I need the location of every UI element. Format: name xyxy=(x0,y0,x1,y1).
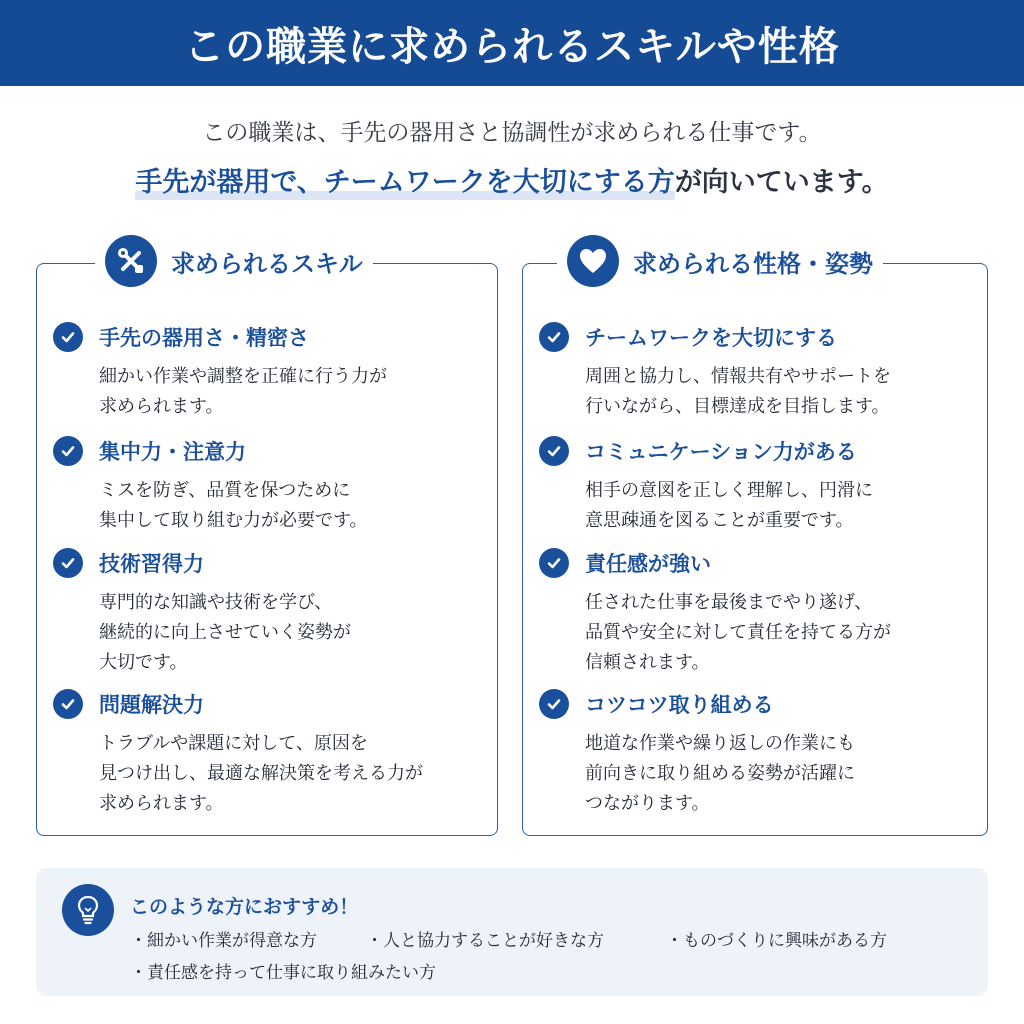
skill-item-title: 問題解決力 xyxy=(99,693,204,717)
check-icon xyxy=(539,548,569,578)
recommendation-title: このような方におすすめ！ xyxy=(130,896,359,918)
recommendation-row xyxy=(130,926,887,951)
skill-item xyxy=(53,322,487,422)
skills-panel-title: 求められるスキル xyxy=(171,249,363,278)
skill-item-title: 集中力・注意力 xyxy=(99,440,246,464)
personality-item-title: コミュニケーション力がある xyxy=(585,440,857,464)
personality-item xyxy=(539,689,977,819)
check-icon xyxy=(539,322,569,352)
tools-icon xyxy=(105,235,157,287)
skill-item xyxy=(53,436,487,536)
heart-icon xyxy=(567,235,619,287)
personality-item-title: コツコツ取り組める xyxy=(585,693,774,717)
skill-item-title: 技術習得力 xyxy=(99,552,204,576)
intro-line-1: この職業は、手先の器用さと協調性が求められる仕事です。 xyxy=(202,120,822,146)
recommendation-item: ・細かい作業が得意な方 xyxy=(130,931,317,951)
skill-item xyxy=(53,689,487,819)
skill-item xyxy=(53,548,487,678)
skill-item-desc: トラブルや課題に対して、原因を 見つけ出し、最適な解決策を考える力が 求められます。 xyxy=(99,733,423,814)
personality-item-desc: 相手の意図を正しく理解し、円滑に 意思疎通を図ることが重要です。 xyxy=(585,480,873,531)
intro-line-2 xyxy=(0,160,1024,199)
skills-panel xyxy=(36,249,498,836)
check-icon xyxy=(539,436,569,466)
personality-item-desc: 任された仕事を最後までやり遂げ、 品質や安全に対して責任を持てる方が 信頼されます。 xyxy=(585,592,891,673)
skills-panel-header xyxy=(95,235,373,287)
recommendation-box xyxy=(36,868,988,996)
check-icon xyxy=(539,689,569,719)
personality-item-title: 責任感が強い xyxy=(585,552,711,576)
intro-highlight: 手先が器用で、チームワークを大切にする方 xyxy=(135,167,675,198)
check-icon xyxy=(53,548,83,578)
page-title: この職業に求められるスキルや性格 xyxy=(184,23,840,70)
personality-panel-header xyxy=(557,235,883,287)
check-icon xyxy=(53,322,83,352)
personality-item-desc: 周囲と協力し、情報共有やサポートを 行いながら、目標達成を目指します。 xyxy=(585,366,891,417)
recommendation-item: ・人と協力することが好きな方 xyxy=(366,931,604,951)
intro-rest: が向いています。 xyxy=(674,167,889,198)
personality-item xyxy=(539,548,977,678)
personality-item xyxy=(539,436,977,536)
check-icon xyxy=(53,436,83,466)
personality-panel-title: 求められる性格・姿勢 xyxy=(633,249,873,278)
lightbulb-icon xyxy=(62,884,114,936)
header-bar xyxy=(0,0,1024,86)
personality-item xyxy=(539,322,977,422)
personality-item-desc: 地道な作業や繰り返しの作業にも 前向きに取り組める姿勢が活躍に つながります。 xyxy=(585,733,855,814)
personality-item-title: チームワークを大切にする xyxy=(585,326,837,350)
skill-item-desc: 専門的な知識や技術を学び、 継続的に向上させていく姿勢が 大切です。 xyxy=(99,592,351,673)
skill-item-desc: 細かい作業や調整を正確に行う力が 求められます。 xyxy=(99,366,387,417)
recommendation-item: ・責任感を持って仕事に取り組みたい方 xyxy=(130,963,436,983)
personality-panel xyxy=(522,249,988,836)
skill-item-title: 手先の器用さ・精密さ xyxy=(99,326,309,350)
recommendation-row xyxy=(130,958,436,983)
skill-item-desc: ミスを防ぎ、品質を保つために 集中して取り組む力が必要です。 xyxy=(99,480,368,531)
check-icon xyxy=(53,689,83,719)
recommendation-item: ・ものづくりに興味がある方 xyxy=(666,931,887,951)
